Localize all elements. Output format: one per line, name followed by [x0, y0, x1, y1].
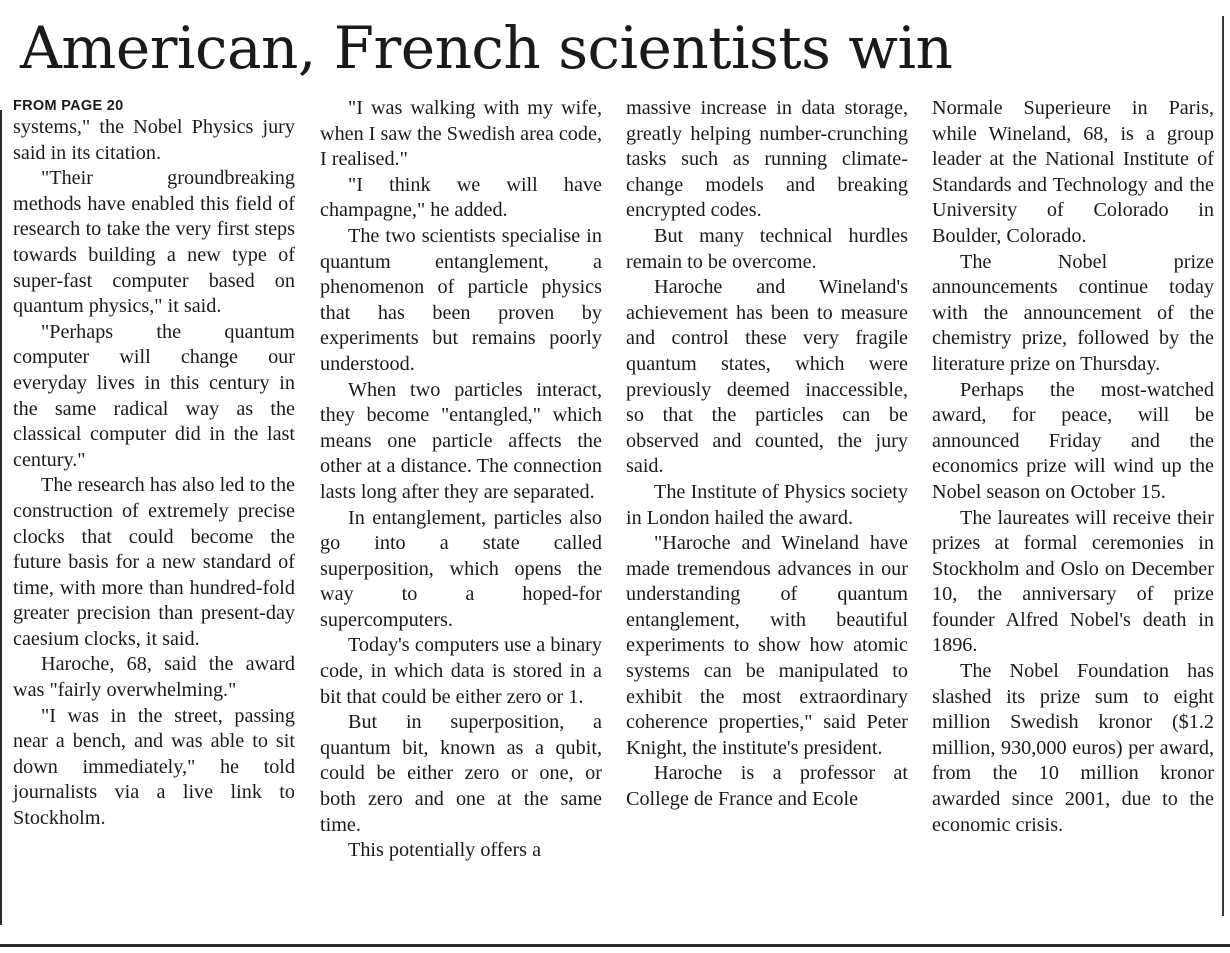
paragraph: massive increase in data storage, greatly helping number-crunching tasks such as running climate-change models and breaking encrypted codes.: [626, 97, 908, 222]
article-column-2: [320, 96, 602, 864]
paragraph: But many technical hurdles remain to be overcome.: [626, 224, 908, 273]
paragraph: Perhaps the most-watched award, for peace, will be announced Friday and the economics prize will wind up the Nobel season on October 15.: [932, 378, 1214, 503]
paragraph: The Nobel prize announcements continue today with the announcement of the chemistry prize, followed by the literature prize on Thursday.: [932, 250, 1214, 375]
article-column-1: [13, 96, 295, 832]
article-column-3: [626, 96, 908, 813]
paragraph: In entanglement, particles also go into a state called superposition, which opens the way to a hoped-for supercomputers.: [320, 506, 602, 631]
right-edge-rule: [1222, 16, 1224, 916]
paragraph: "I was in the street, passing near a bench, and was able to sit down immediately," he told journalists via a live link to Stockholm.: [13, 704, 295, 830]
paragraph: The two scientists specialise in quantum entanglement, a phenomenon of particle physics that has been proven by experiments but remains poorly understood.: [320, 224, 602, 375]
paragraph: "Haroche and Wineland have made tremendous advances in our understanding of quantum entanglement, with beautiful experiments to show how atomic systems can be manipulated to exhibit the most extraordinary coherence properties," said Peter Knight, the institute's president.: [626, 532, 908, 759]
paragraph: Today's computers use a binary code, in which data is stored in a bit that could be either zero or 1.: [320, 634, 602, 708]
paragraph: The Nobel Foundation has slashed its prize sum to eight million Swedish kronor ($1.2 million, 930,000 euros) per award, from the 10 million kronor awarded since 2001, due to the economic crisis.: [932, 660, 1214, 836]
paragraph: Haroche is a professor at College de France and Ecole: [626, 762, 908, 811]
left-edge-rule: [0, 110, 2, 925]
paragraph: "Their groundbreaking methods have enabled this field of research to take the very first steps towards building a new type of super-fast computer based on quantum physics," it said.: [13, 167, 295, 318]
paragraph: This potentially offers a: [348, 839, 542, 862]
paragraph: The laureates will receive their prizes at formal ceremonies in Stockholm and Oslo on December 10, the anniversary of prize founder Alfred Nobel's death in 1896.: [932, 506, 1214, 657]
paragraph: The research has also led to the construction of extremely precise clocks that could become the future basis for a new standard of time, with more than hundred-fold greater precision than present-day caesium clocks, it said.: [13, 474, 295, 650]
paragraph: The Institute of Physics society in London hailed the award.: [626, 480, 908, 529]
paragraph: But in superposition, a quantum bit, known as a qubit, could be either zero or one, or both zero and one at the same time.: [320, 711, 602, 836]
paragraph: "I think we will have champagne," he added.: [320, 173, 602, 222]
article-column-4: [932, 96, 1214, 838]
paragraph: Haroche and Wineland's achievement has been to measure and control these very fragile quantum states, which were previously deemed inaccessible, so that the particles can be observed and counted, the jury said.: [626, 276, 908, 478]
paragraph: Haroche, 68, said the award was "fairly overwhelming.": [13, 653, 295, 702]
paragraph: "I was walking with my wife, when I saw the Swedish area code, I realised.": [320, 97, 602, 171]
bottom-rule: [0, 944, 1230, 947]
paragraph: "Perhaps the quantum computer will change our everyday lives in this century in the same radical way as the classical computer did in the last century.": [13, 320, 295, 471]
paragraph: When two particles interact, they become "entangled," which means one particle affects the other at a distance. The connection lasts long after they are separated.: [320, 378, 602, 503]
headline: American, French scientists win: [20, 14, 953, 82]
continuation-kicker: FROM PAGE 20: [13, 98, 124, 114]
paragraph: Normale Superieure in Paris, while Wineland, 68, is a group leader at the National Institute of Standards and Technology and the University of Colorado in Boulder, Colorado.: [932, 97, 1214, 247]
paragraph: systems," the Nobel Physics jury said in its citation.: [13, 116, 295, 164]
